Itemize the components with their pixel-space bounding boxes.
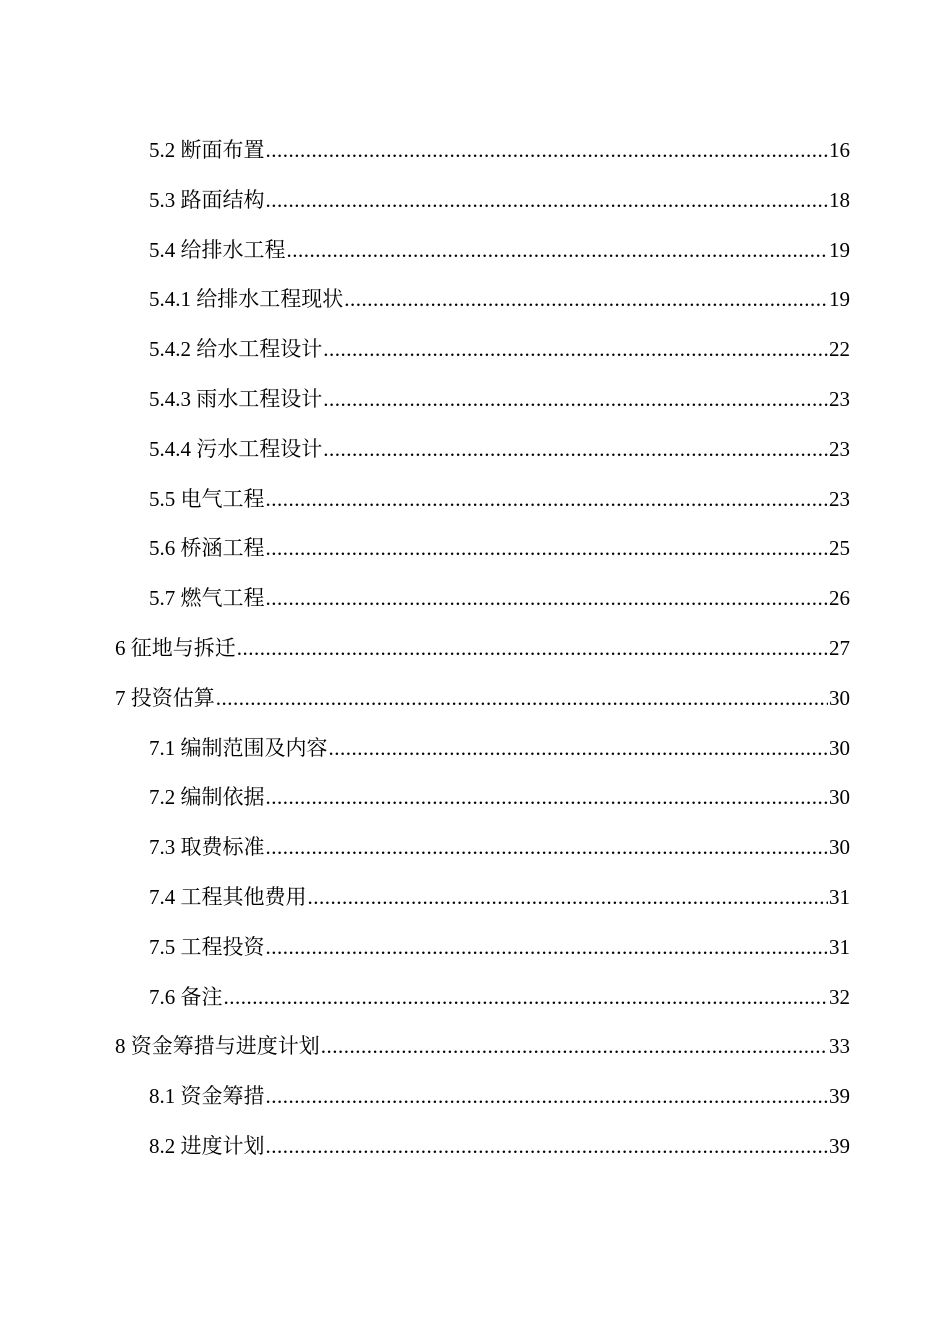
toc-entry-5-5[interactable]	[0, 475, 950, 525]
dot-leader	[266, 923, 829, 973]
toc-entry-title: 5.2 断面布置	[149, 138, 265, 162]
toc-entry-page: 31	[829, 934, 850, 959]
toc-entry-title: 7.2 编制依据	[149, 785, 265, 810]
toc-entry-page: 30	[829, 735, 850, 760]
toc-entry-title: 5.4.2 给水工程设计	[149, 337, 323, 362]
toc-entry-title: 5.4.1 给排水工程现状	[149, 287, 344, 312]
toc-entry-7-1[interactable]	[0, 724, 950, 774]
toc-entry-5-4-2[interactable]	[0, 325, 950, 375]
dot-leader	[266, 126, 829, 176]
dot-leader	[323, 375, 828, 425]
toc-entry-7-6[interactable]	[0, 973, 950, 1023]
toc-entry-title: 7 投资估算	[115, 685, 215, 710]
toc-entry-title: 7.6 备注	[149, 984, 223, 1009]
toc-entry-7-2[interactable]	[0, 773, 950, 823]
toc-entry-title: 8.1 资金筹措	[149, 1084, 265, 1109]
dot-leader	[321, 1022, 828, 1072]
toc-entry-page: 33	[829, 1034, 850, 1059]
dot-leader	[344, 275, 828, 325]
dot-leader	[266, 475, 829, 525]
toc-entry-page: 30	[829, 685, 850, 710]
toc-entry-title: 7.5 工程投资	[149, 934, 265, 959]
dot-leader	[323, 425, 828, 475]
dot-leader	[224, 973, 829, 1023]
toc-entry-title: 6 征地与拆迁	[115, 635, 236, 660]
toc-entry-title: 5.6 桥涵工程	[149, 536, 265, 561]
toc-entry-title: 5.3 路面结构	[149, 187, 265, 212]
toc-entry-page: 19	[829, 287, 850, 312]
toc-entry-title: 5.5 电气工程	[149, 486, 265, 511]
toc-entry-page: 30	[829, 785, 850, 810]
dot-leader	[266, 574, 829, 624]
toc-entry-page: 23	[829, 386, 850, 411]
toc-entry-5-6[interactable]	[0, 524, 950, 574]
toc-entry-8-1[interactable]	[0, 1072, 950, 1122]
toc-entry-page: 30	[829, 835, 850, 860]
toc-entry-page: 26	[829, 586, 850, 611]
dot-leader	[237, 624, 828, 674]
toc-entry-7-3[interactable]	[0, 823, 950, 873]
toc-entry-title: 5.4.4 污水工程设计	[149, 436, 323, 461]
toc-entry-page: 32	[829, 984, 850, 1009]
dot-leader	[266, 773, 829, 823]
toc-entry-7-5[interactable]	[0, 923, 950, 973]
toc-entry-title: 5.4 给排水工程	[149, 237, 286, 262]
toc-entry-title: 7.4 工程其他费用	[149, 884, 307, 909]
toc-entry-page: 18	[829, 187, 850, 212]
toc-entry-page: 22	[829, 337, 850, 362]
toc-entry-title: 8.2 进度计划	[149, 1133, 265, 1158]
toc-entry-page: 23	[829, 486, 850, 511]
toc-entry-5-7[interactable]	[0, 574, 950, 624]
dot-leader	[287, 226, 829, 276]
dot-leader	[266, 176, 829, 226]
toc-entry-page: 16	[829, 138, 850, 162]
dot-leader	[216, 674, 828, 724]
toc-entry-page: 19	[829, 237, 850, 262]
toc-entry-page: 23	[829, 436, 850, 461]
toc-entry-8-2[interactable]	[0, 1122, 950, 1172]
toc-entry-title: 8 资金筹措与进度计划	[115, 1034, 320, 1059]
dot-leader	[323, 325, 828, 375]
dot-leader	[329, 724, 829, 774]
toc-entry-title: 5.4.3 雨水工程设计	[149, 386, 323, 411]
dot-leader	[266, 524, 829, 574]
toc-entry-5-4-1[interactable]	[0, 275, 950, 325]
toc-entry-page: 31	[829, 884, 850, 909]
toc-entry-page: 27	[829, 635, 850, 660]
toc-entry-6[interactable]	[0, 624, 950, 674]
toc-entry-7-4[interactable]	[0, 873, 950, 923]
toc-entry-page: 39	[829, 1084, 850, 1109]
toc-entry-5-3[interactable]	[0, 176, 950, 226]
toc-entry-7[interactable]	[0, 674, 950, 724]
toc-entry-5-4-4[interactable]	[0, 425, 950, 475]
dot-leader	[308, 873, 829, 923]
toc-entry-title: 7.3 取费标准	[149, 835, 265, 860]
table-of-contents	[0, 126, 950, 1172]
dot-leader	[266, 823, 829, 873]
toc-entry-8[interactable]	[0, 1022, 950, 1072]
toc-entry-title: 7.1 编制范围及内容	[149, 735, 328, 760]
toc-entry-5-2[interactable]	[0, 126, 950, 176]
toc-entry-title: 5.7 燃气工程	[149, 586, 265, 611]
toc-entry-page: 39	[829, 1133, 850, 1158]
toc-entry-page: 25	[829, 536, 850, 561]
toc-entry-5-4[interactable]	[0, 226, 950, 276]
toc-entry-5-4-3[interactable]	[0, 375, 950, 425]
dot-leader	[266, 1122, 829, 1172]
dot-leader	[266, 1072, 829, 1122]
